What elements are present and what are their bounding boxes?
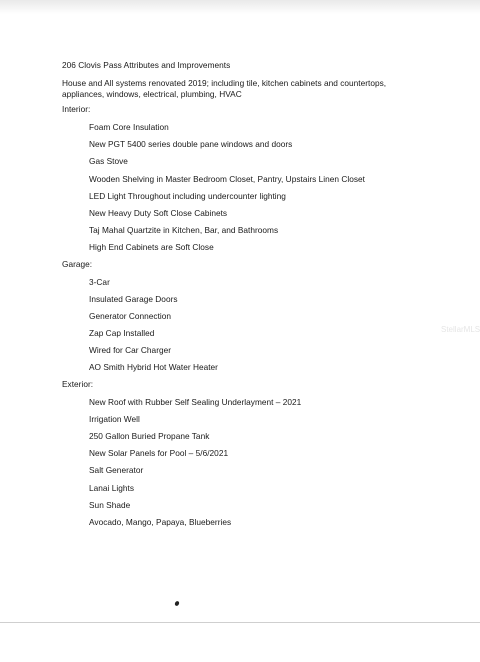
list-item: Generator Connection <box>89 311 172 321</box>
section-heading-exterior: Exterior: <box>62 379 94 389</box>
scan-shadow-top <box>0 0 480 14</box>
list-item: Irrigation Well <box>89 414 140 424</box>
ink-speck <box>174 600 180 606</box>
list-item: 250 Gallon Buried Propane Tank <box>89 431 210 441</box>
list-item: Foam Core Insulation <box>89 122 169 132</box>
list-item: High End Cabinets are Soft Close <box>89 242 214 252</box>
list-item: Salt Generator <box>89 465 144 475</box>
list-item: Wired for Car Charger <box>89 345 172 355</box>
list-item: New Heavy Duty Soft Close Cabinets <box>89 208 228 218</box>
list-item: New Roof with Rubber Self Sealing Underlayment – 2021 <box>89 397 302 407</box>
list-item: Zap Cap Installed <box>89 328 155 338</box>
scan-bottom-edge <box>0 622 480 662</box>
list-item: AO Smith Hybrid Hot Water Heater <box>89 362 218 372</box>
list-item: New PGT 5400 series double pane windows and doors <box>89 139 293 149</box>
list-item: Wooden Shelving in Master Bedroom Closet, Pantry, Upstairs Linen Closet <box>89 174 365 184</box>
list-item: Avocado, Mango, Papaya, Blueberries <box>89 517 232 527</box>
list-item: Insulated Garage Doors <box>89 294 178 304</box>
list-item: Lanai Lights <box>89 483 134 493</box>
section-heading-garage: Garage: <box>62 259 93 269</box>
section-heading-interior: Interior: <box>62 104 91 114</box>
document-title: 206 Clovis Pass Attributes and Improvements <box>62 60 231 70</box>
watermark: StellarMLS <box>441 325 480 334</box>
list-item: LED Light Throughout including undercounter lighting <box>89 191 286 201</box>
list-item: Gas Stove <box>89 156 128 166</box>
intro-paragraph: House and All systems renovated 2019; including tile, kitchen cabinets and countertops, appliances, windows, electrical, plumbing, HVAC <box>62 78 387 99</box>
list-item: Taj Mahal Quartzite in Kitchen, Bar, and Bathrooms <box>89 225 279 235</box>
list-item: New Solar Panels for Pool – 5/6/2021 <box>89 448 229 458</box>
list-item: Sun Shade <box>89 500 131 510</box>
list-item: 3-Car <box>89 277 110 287</box>
